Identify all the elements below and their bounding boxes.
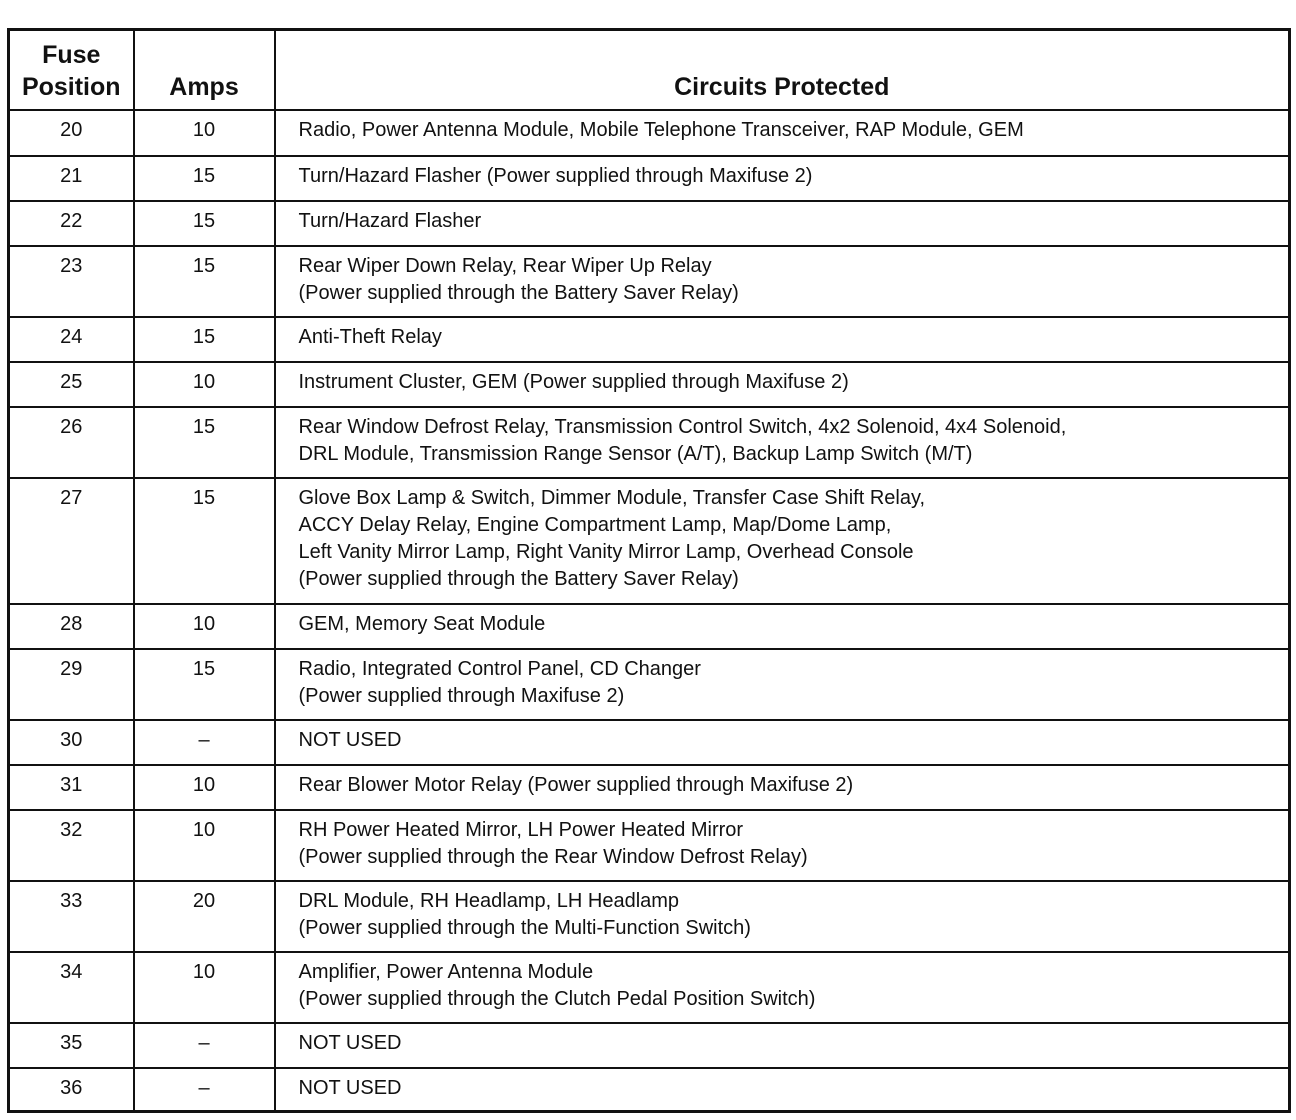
header-row <box>9 30 1290 110</box>
fuse-table <box>7 28 1291 1113</box>
fuse-position-cell: 26 <box>9 407 134 478</box>
table-row <box>9 604 1290 649</box>
table-row <box>9 317 1290 362</box>
amps-cell: – <box>134 720 275 765</box>
amps-cell: 15 <box>134 201 275 246</box>
table-row <box>9 478 1290 604</box>
amps-cell: 15 <box>134 407 275 478</box>
amps-cell: 10 <box>134 765 275 810</box>
fuse-position-cell: 30 <box>9 720 134 765</box>
amps-cell: 20 <box>134 881 275 952</box>
circuits-protected-cell <box>275 1068 1290 1112</box>
table-row <box>9 952 1290 1023</box>
table-row <box>9 362 1290 407</box>
circuits-protected-cell <box>275 720 1290 765</box>
table-row <box>9 720 1290 765</box>
fuse-position-cell: 21 <box>9 156 134 201</box>
table-row <box>9 246 1290 317</box>
circuits-protected-cell <box>275 765 1290 810</box>
circuit-line: Turn/Hazard Flasher (Power supplied through Maxifuse 2) <box>298 164 813 187</box>
circuits-protected-cell <box>275 110 1290 156</box>
fuse-position-cell: 27 <box>9 478 134 604</box>
circuit-line: Amplifier, Power Antenna Module <box>298 960 594 983</box>
fuse-position-cell: 29 <box>9 649 134 720</box>
circuit-line: Rear Blower Motor Relay (Power supplied through Maxifuse 2) <box>298 773 854 796</box>
table-row <box>9 810 1290 881</box>
fuse-table-body <box>9 110 1290 1112</box>
circuits-protected-cell <box>275 952 1290 1023</box>
circuit-line: RH Power Heated Mirror, LH Power Heated Mirror <box>298 818 744 841</box>
circuit-line: ACCY Delay Relay, Engine Compartment Lamp, Map/Dome Lamp, <box>298 513 892 536</box>
circuit-line: (Power supplied through the Battery Saver Relay) <box>298 281 739 304</box>
circuit-line: Anti-Theft Relay <box>298 325 442 348</box>
circuits-protected-cell <box>275 810 1290 881</box>
table-row <box>9 110 1290 156</box>
amps-cell: 15 <box>134 156 275 201</box>
header-amps: Amps <box>134 30 275 110</box>
circuit-line: DRL Module, Transmission Range Sensor (A/T), Backup Lamp Switch (M/T) <box>298 442 973 465</box>
circuits-protected-cell <box>275 649 1290 720</box>
table-row <box>9 201 1290 246</box>
circuits-protected-cell <box>275 317 1290 362</box>
table-row <box>9 765 1290 810</box>
header-circuits-protected: Circuits Protected <box>275 30 1290 110</box>
amps-cell: – <box>134 1068 275 1112</box>
fuse-position-cell: 35 <box>9 1023 134 1068</box>
circuit-line: Left Vanity Mirror Lamp, Right Vanity Mirror Lamp, Overhead Console <box>298 540 914 563</box>
circuit-line: (Power supplied through the Clutch Pedal Position Switch) <box>298 987 816 1010</box>
circuit-line: Turn/Hazard Flasher <box>298 209 482 232</box>
fuse-position-cell: 32 <box>9 810 134 881</box>
circuit-line: (Power supplied through the Rear Window Defrost Relay) <box>298 845 808 868</box>
amps-cell: 10 <box>134 110 275 156</box>
circuit-line: Rear Window Defrost Relay, Transmission Control Switch, 4x2 Solenoid, 4x4 Solenoid, <box>298 415 1067 438</box>
amps-cell: 10 <box>134 810 275 881</box>
circuits-protected-cell <box>275 246 1290 317</box>
amps-cell: 10 <box>134 604 275 649</box>
table-row <box>9 407 1290 478</box>
fuse-position-cell: 23 <box>9 246 134 317</box>
circuits-protected-cell <box>275 881 1290 952</box>
circuit-line: NOT USED <box>298 1031 402 1054</box>
header-fuse-position-line2: Position <box>21 72 121 101</box>
circuit-line: Instrument Cluster, GEM (Power supplied through Maxifuse 2) <box>298 370 849 393</box>
circuit-line: DRL Module, RH Headlamp, LH Headlamp <box>298 889 680 912</box>
circuit-line: (Power supplied through Maxifuse 2) <box>298 684 625 707</box>
fuse-position-cell: 20 <box>9 110 134 156</box>
circuit-line: (Power supplied through the Battery Saver Relay) <box>298 567 739 590</box>
fuse-position-cell: 31 <box>9 765 134 810</box>
fuse-position-cell: 33 <box>9 881 134 952</box>
fuse-position-cell: 28 <box>9 604 134 649</box>
circuit-line: NOT USED <box>298 728 402 751</box>
circuit-line: GEM, Memory Seat Module <box>298 612 546 635</box>
circuits-protected-cell <box>275 362 1290 407</box>
circuit-line: Radio, Integrated Control Panel, CD Changer <box>298 657 701 680</box>
amps-cell: 15 <box>134 649 275 720</box>
table-row <box>9 156 1290 201</box>
table-row <box>9 1068 1290 1112</box>
amps-cell: 15 <box>134 246 275 317</box>
circuits-protected-cell <box>275 478 1290 604</box>
fuse-position-cell: 25 <box>9 362 134 407</box>
amps-cell: – <box>134 1023 275 1068</box>
table-row <box>9 649 1290 720</box>
table-row <box>9 1023 1290 1068</box>
circuits-protected-cell <box>275 201 1290 246</box>
header-fuse-position <box>9 30 134 110</box>
amps-cell: 15 <box>134 478 275 604</box>
circuits-protected-cell <box>275 604 1290 649</box>
table-row <box>9 881 1290 952</box>
circuit-line: Radio, Power Antenna Module, Mobile Telephone Transceiver, RAP Module, GEM <box>298 118 1024 141</box>
circuit-line: Rear Wiper Down Relay, Rear Wiper Up Relay <box>298 254 712 277</box>
fuse-position-cell: 36 <box>9 1068 134 1112</box>
circuits-protected-cell <box>275 156 1290 201</box>
amps-cell: 10 <box>134 952 275 1023</box>
fuse-position-cell: 34 <box>9 952 134 1023</box>
fuse-position-cell: 24 <box>9 317 134 362</box>
circuits-protected-cell <box>275 1023 1290 1068</box>
amps-cell: 10 <box>134 362 275 407</box>
circuits-protected-cell <box>275 407 1290 478</box>
amps-cell: 15 <box>134 317 275 362</box>
circuit-line: (Power supplied through the Multi-Function Switch) <box>298 916 751 939</box>
circuit-line: Glove Box Lamp & Switch, Dimmer Module, Transfer Case Shift Relay, <box>298 486 926 509</box>
circuit-line: NOT USED <box>298 1076 402 1099</box>
header-fuse-position-line1: Fuse <box>42 40 101 69</box>
fuse-position-cell: 22 <box>9 201 134 246</box>
